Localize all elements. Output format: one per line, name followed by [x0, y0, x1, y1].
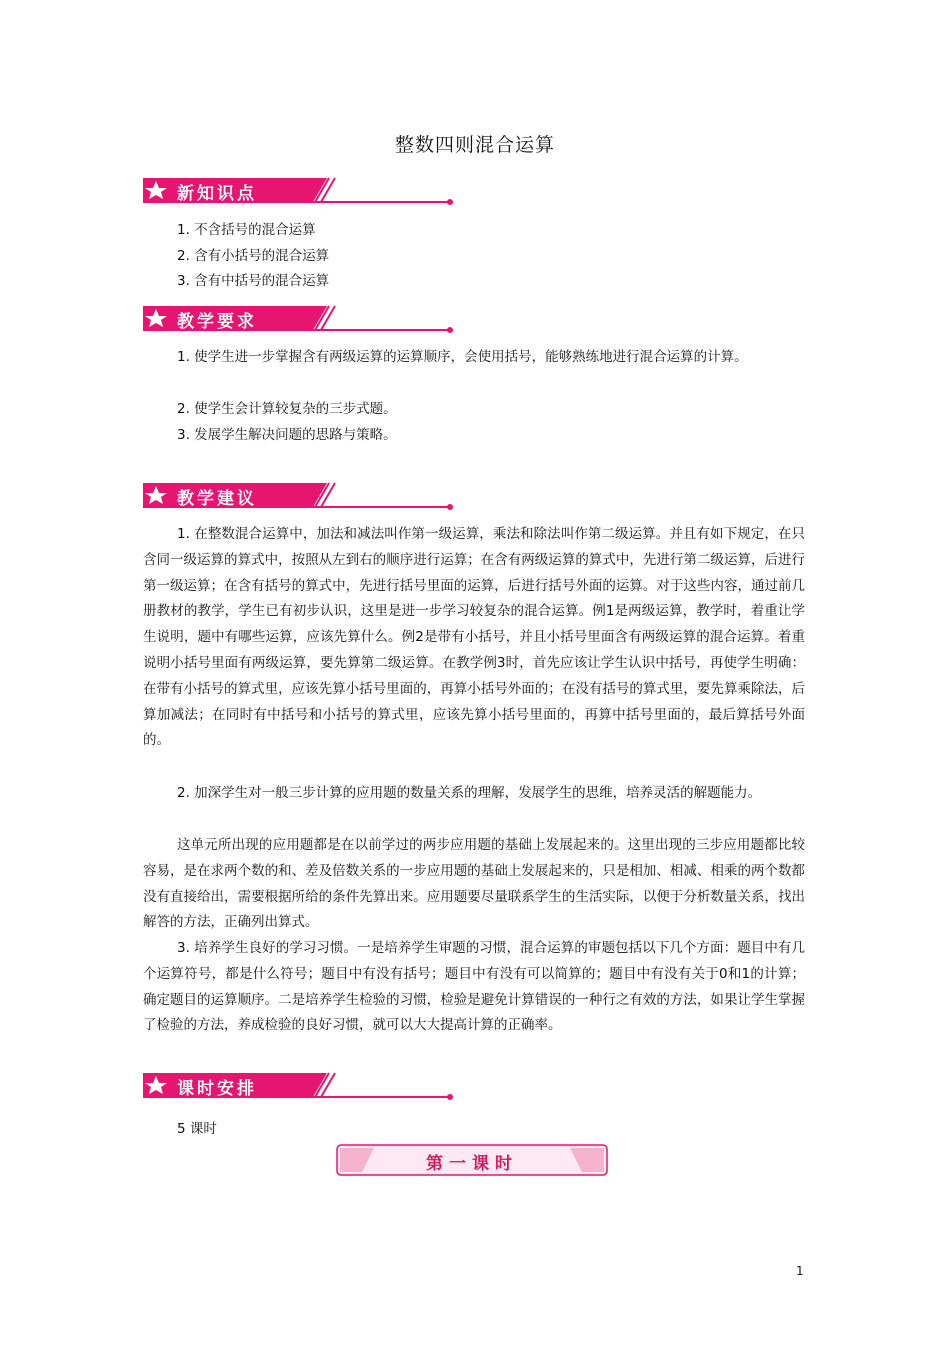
section-banner-schedule	[143, 1071, 455, 1101]
requirement-item: 2. 使学生会计算较复杂的三步式题。	[177, 401, 397, 417]
lesson-banner	[336, 1144, 608, 1176]
schedule-text: 5 课时	[177, 1121, 217, 1137]
page-number: 1	[796, 1264, 804, 1278]
suggestion-paragraph: 1. 在整数混合运算中，加法和减法叫作第一级运算，乘法和除法叫作第二级运算。并且有如下规定，在只含同一级运算的算式中，按照从左到右的顺序进行运算；在含有两级运算的算式中，先进行第二级运算，后进行第一级运算；在含有括号的算式中，先进行括号里面的运算，后进行括号外面的运算。对于这些内容，通过前几册教材的教学，学生已有初步认识，这里是进一步学习较复杂的混合运算。例1是两级运算，教学时，着重让学生说明，题中有哪些运算，应该先算什么。例2是带有小括号，并且小括号里面含有两级运算的混合运算。着重说明小括号里面有两级运算，要先算第二级运算。在教学例3时，首先应该让学生认识中括号，再使学生明确：在带有小括号的算式里，应该先算小括号里面的，再算小括号外面的；在没有括号的算式里，要先算乘除法，后算加减法；在同时有中括号和小括号的算式里，应该先算小括号里面的，再算中括号里面的，最后算括号外面的。	[143, 526, 805, 749]
lesson-title: 第一课时	[426, 1154, 518, 1174]
requirement-item: 1. 使学生进一步掌握含有两级运算的运算顺序，会使用括号，能够熟练地进行混合运算的计算。	[177, 349, 748, 365]
list-item: 2. 含有小括号的混合运算	[177, 247, 330, 264]
section-heading: 新知识点	[177, 184, 257, 204]
list-item: 1. 不含括号的混合运算	[177, 222, 316, 238]
section-heading: 课时安排	[177, 1079, 257, 1099]
section-banner-new-knowledge	[143, 176, 455, 206]
section-heading: 教学建议	[177, 489, 257, 509]
section-banner-suggestions	[143, 481, 455, 511]
list-item: 3. 含有中括号的混合运算	[177, 273, 330, 289]
suggestion-paragraph: 3. 培养学生良好的学习习惯。一是培养学生审题的习惯，混合运算的审题包括以下几个方面：题目中有几个运算符号，都是什么符号；题目中有没有括号；题目中有没有可以简算的；题目中有没有关于0和1的计算；确定题目的运算顺序。二是培养学生检验的习惯，检验是避免计算错误的一种行之有效的方法，如果让学生掌握了检验的方法，养成检验的良好习惯，就可以大大提高计算的正确率。	[143, 940, 805, 1034]
suggestion-paragraph: 2. 加深学生对一般三步计算的应用题的数量关系的理解，发展学生的思维，培养灵活的解题能力。	[177, 785, 762, 801]
requirement-item: 3. 发展学生解决问题的思路与策略。	[177, 427, 397, 443]
page-title: 整数四则混合运算	[394, 134, 555, 156]
suggestion-paragraph: 这单元所出现的应用题都是在以前学过的两步应用题的基础上发展起来的。这里出现的三步应用题都比较容易，是在求两个数的和、差及倍数关系的一步应用题的基础上发展起来的，只是相加、相减、相乘的两个数都没有直接给出，需要根据所给的条件先算出来。应用题要尽量联系学生的生活实际，以便于分析数量关系，找出解答的方法，正确列出算式。	[143, 837, 805, 931]
section-banner-requirements	[143, 304, 455, 334]
new-knowledge-list	[177, 218, 329, 295]
section-heading: 教学要求	[177, 312, 257, 332]
